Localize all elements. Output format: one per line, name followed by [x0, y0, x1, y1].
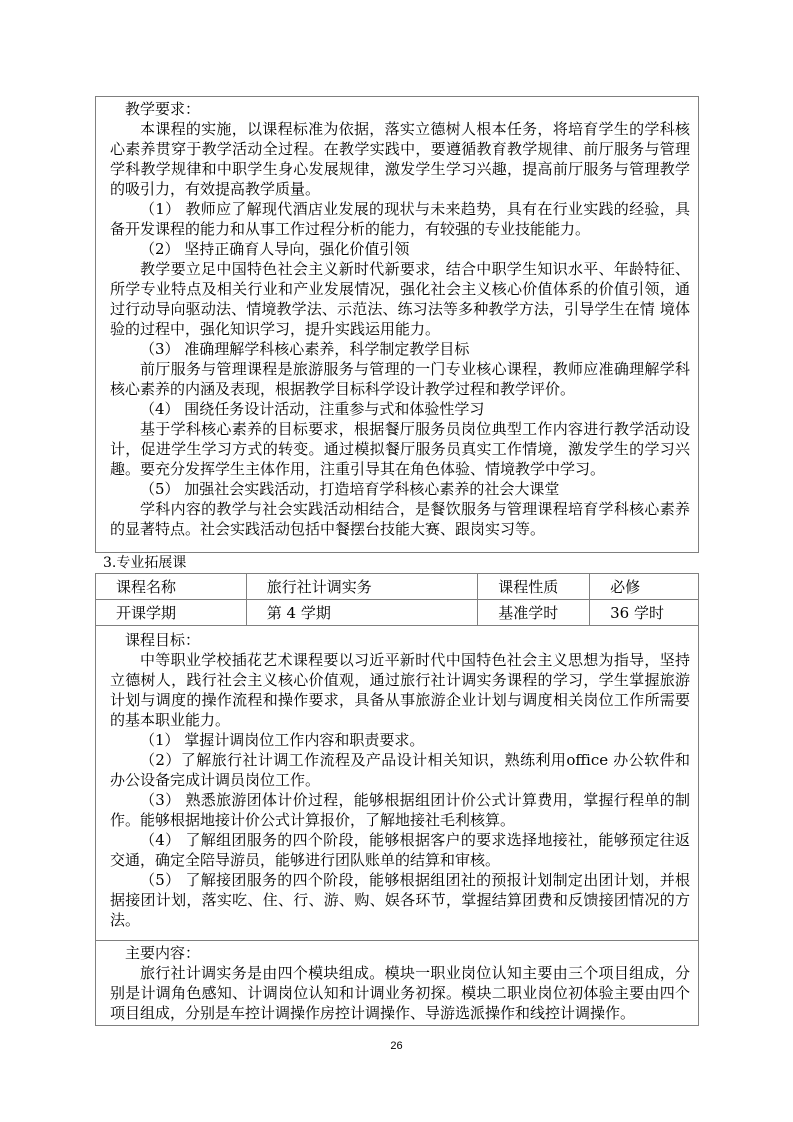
course-goals-box [95, 625, 699, 941]
teaching-requirements-heading: 教学要求： [125, 100, 201, 118]
main-content-heading: 主要内容： [125, 944, 201, 962]
paragraph: 中等职业学校插花艺术课程要以习近平新时代中国特色社会主义思想为指导，坚持立德树人，践行社会主义核心价值观，通过旅行社计调实务课程的学习，学生掌握旅游计划与调度的操作流程和操作要求，具备从事旅游企业计划与调度相关岗位工作所需要的基本职业能力。 [110, 651, 690, 729]
paragraph: 基于学科核心素养的目标要求，根据餐厅服务员岗位典型工作内容进行教学活动设计，促进学生学习方式的转变。通过模拟餐厅服务员真实工作情境，激发学生的学习兴趣。要充分发挥学生主体作用，注重引导其在角色体验、情境教学中学习。 [110, 420, 690, 478]
course-name-label: 课程名称 [96, 574, 247, 600]
course-goals-heading: 课程目标： [125, 631, 201, 649]
paragraph: （4） 围绕任务设计活动，注重参与式和体验性学习 [140, 400, 485, 418]
semester-label: 开课学期 [96, 600, 247, 626]
hours-value: 36 学时 [590, 600, 699, 626]
paragraph: （5） 加强社会实践活动，打造培育学科核心素养的社会大课堂 [140, 480, 560, 498]
semester-value: 第 4 学期 [246, 600, 478, 626]
paragraph: 教学要立足中国特色社会主义新时代新要求，结合中职学生知识水平、年龄特征、所学专业特点及相关行业和产业发展情况，强化社会主义核心价值体系的价值引领，通过行动导向驱动法、情境教学法、示范法、练习法等多种教学方法，引导学生在情 境体验的过程中，强化知识学习，提升实践运用能力。 [110, 260, 690, 338]
paragraph: 旅行社计调实务是由四个模块组成。模块一职业岗位认知主要由三个项目组成，分别是计调角色感知、计调岗位认知和计调业务初探。模块二职业岗位初体验主要由四个项目组成，分别是车控计调操作房控计调操作、导游选派操作和线控计调操作。 [110, 964, 690, 1022]
paragraph: 本课程的实施，以课程标准为依据，落实立德树人根本任务，将培育学生的学科核心素养贯穿于教学活动全过程。在教学实践中，要遵循教育教学规律、前厅服务与管理学科教学规律和中职学生身心发展规律，激发学生学习兴趣，提高前厅服务与管理教学的吸引力，有效提高教学质量。 [110, 120, 690, 198]
hours-label: 基准学时 [478, 600, 590, 626]
paragraph: （2） 坚持正确育人导向，强化价值引领 [140, 240, 410, 258]
course-name-value: 旅行社计调实务 [246, 574, 478, 600]
course-type-label: 课程性质 [478, 574, 590, 600]
teaching-requirements-box [95, 96, 699, 553]
section-label: 3.专业拓展课 [103, 555, 187, 571]
table-row [96, 574, 699, 600]
course-info-table [95, 573, 699, 626]
paragraph: （1） 教师应了解现代酒店业发展的现状与未来趋势，具有在行业实践的经验，具备开发课程的能力和从事工作过程分析的能力，有较强的专业技能能力。 [110, 200, 690, 238]
table-row [96, 600, 699, 626]
paragraph: （3） 熟悉旅游团体计价过程，能够根据组团计价公式计算费用，掌握行程单的制作。能够根据地接计价公式计算报价，了解地接社毛利核算。 [110, 791, 690, 829]
course-goals-body [110, 650, 690, 930]
paragraph: 学科内容的教学与社会实践活动相结合，是餐饮服务与管理课程培育学科核心素养的显著特点。社会实践活动包括中餐摆台技能大赛、跟岗实习等。 [110, 500, 690, 538]
paragraph: （1） 掌握计调岗位工作内容和职责要求。 [140, 731, 425, 749]
main-content-body [110, 963, 690, 1023]
paragraph: （4） 了解组团服务的四个阶段，能够根据客户的要求选择地接社，能够预定往返交通，确定全陪导游员，能够进行团队账单的结算和审核。 [110, 831, 690, 869]
paragraph: （2）了解旅行社计调工作流程及产品设计相关知识，熟练利用office 办公软件和办公设备完成计调员岗位工作。 [110, 751, 690, 789]
paragraph: 前厅服务与管理课程是旅游服务与管理的一门专业核心课程，教师应准确理解学科核心素养的内涵及表现，根据教学目标科学设计教学过程和教学评价。 [110, 360, 690, 398]
main-content-box [95, 940, 699, 1026]
paragraph: （5） 了解接团服务的四个阶段，能够根据组团社的预报计划制定出团计划，并根据接团计划，落实吃、住、行、游、购、娱各环节，掌握结算团费和反馈接团情况的方法。 [110, 871, 690, 929]
page-number: 26 [390, 1040, 403, 1052]
teaching-requirements-body [110, 119, 690, 539]
paragraph: （3） 准确理解学科核心素养，科学制定教学目标 [140, 340, 470, 358]
course-type-value: 必修 [590, 574, 699, 600]
